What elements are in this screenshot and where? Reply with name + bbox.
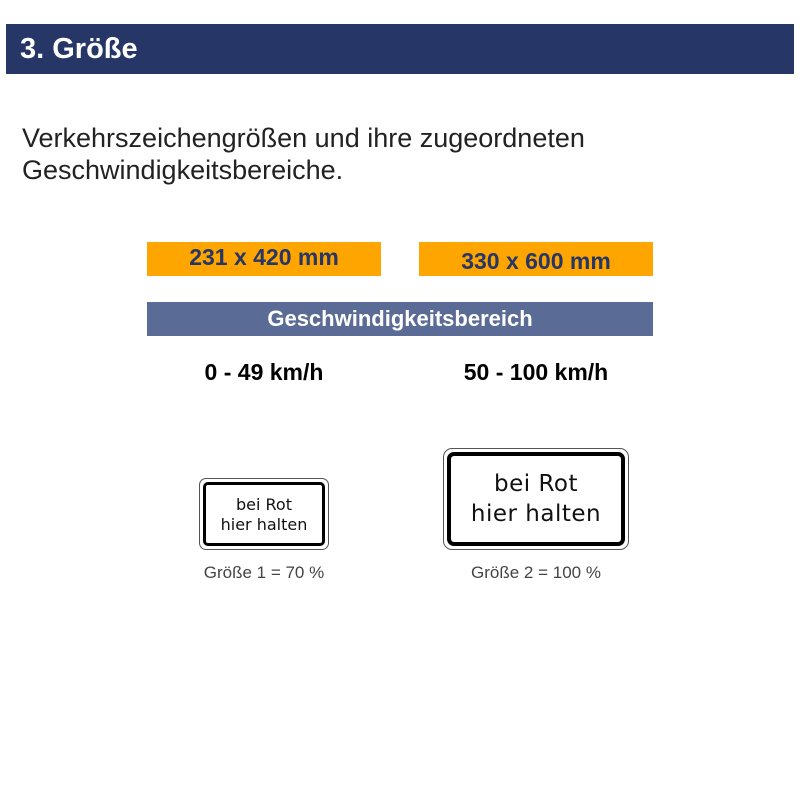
sign-size-2-line-2: hier halten xyxy=(470,501,602,527)
intro-text xyxy=(22,122,762,186)
sign-size-2-face xyxy=(447,452,625,546)
sign-size-2-line-1: bei Rot xyxy=(494,471,578,497)
size-label-1 xyxy=(147,242,381,276)
size-label-1-text: 231 x 420 mm xyxy=(189,244,339,270)
section-title: 3. Größe xyxy=(20,33,138,65)
intro-line-2: Geschwindigkeitsbereiche. xyxy=(22,155,344,185)
section-header xyxy=(6,24,794,74)
sign-size-2 xyxy=(443,448,629,550)
sign-size-1-caption: Größe 1 = 70 % xyxy=(203,563,325,582)
sign-size-1-face xyxy=(203,482,325,546)
speed-range-2: 50 - 100 km/h xyxy=(463,359,609,385)
size-label-2-text: 330 x 600 mm xyxy=(461,248,611,274)
intro-line-1: Verkehrszeichengrößen und ihre zugeordneten xyxy=(22,123,585,153)
sign-size-2-caption: Größe 2 = 100 % xyxy=(471,563,601,582)
sign-size-1-line-2: hier halten xyxy=(220,514,308,534)
speed-range-1: 0 - 49 km/h xyxy=(204,359,324,385)
size-label-2 xyxy=(419,242,653,276)
sign-size-1 xyxy=(199,478,329,550)
sign-size-1-line-1: bei Rot xyxy=(236,494,292,514)
speed-range-header: Geschwindigkeitsbereich xyxy=(147,302,653,336)
